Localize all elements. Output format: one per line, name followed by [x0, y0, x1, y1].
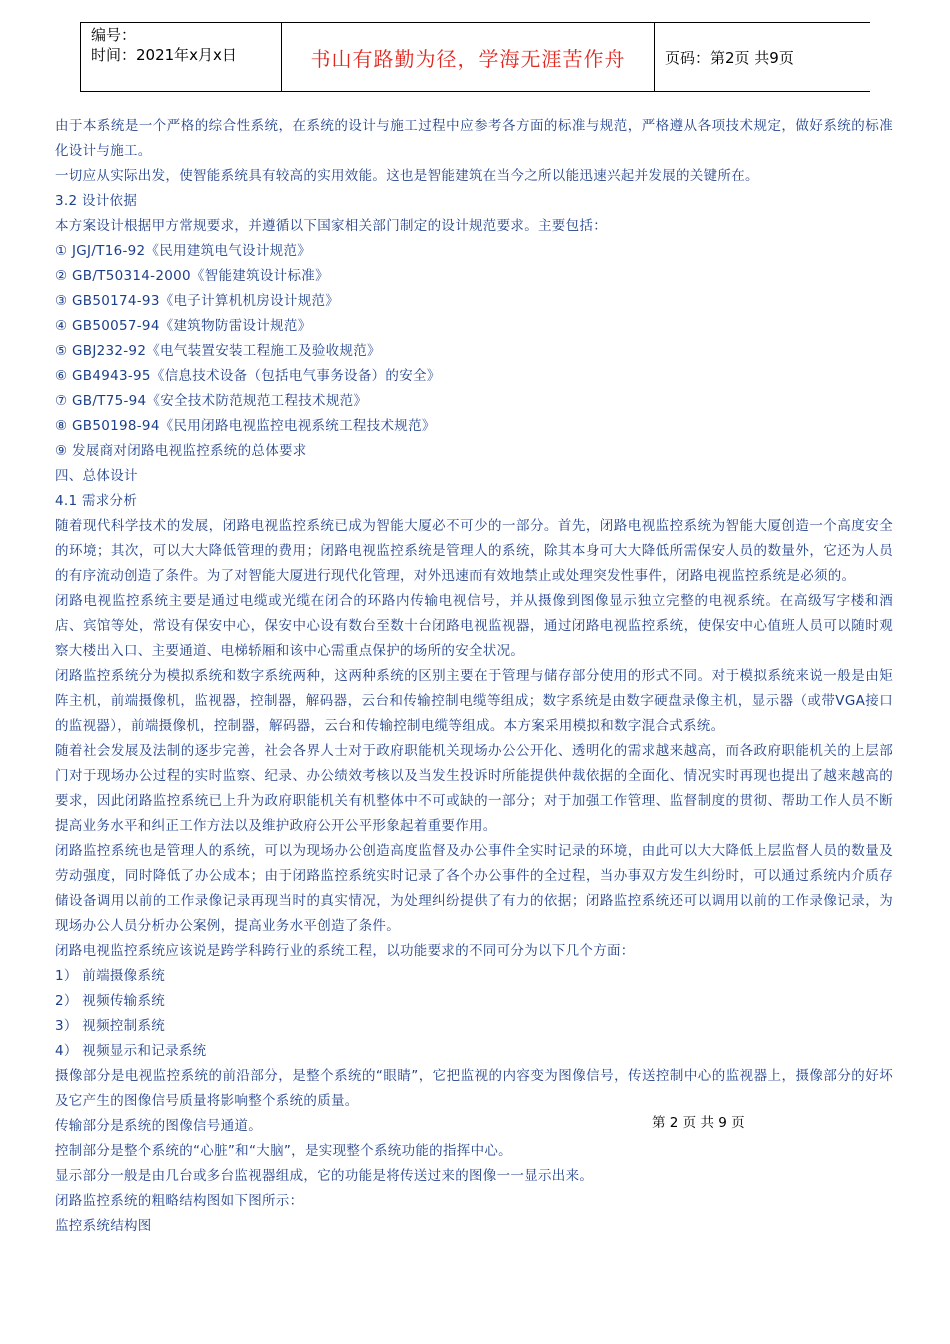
header-motto: 书山有路勤为径，学海无涯苦作舟: [282, 23, 655, 91]
section-heading: 3.2 设计依据: [55, 193, 138, 209]
paragraph: 显示部分一般是由几台或多台监视器组成，它的功能是将传送过来的图像一一显示出来。: [55, 1168, 594, 1184]
paragraph: 一切应从实际出发，使智能系统具有较高的实用效能。这也是智能建筑在当今之所以能迅速兴起并发展的关键所在。: [55, 168, 759, 184]
list-item: ① JGJ/T16-92《民用建筑电气设计规范》: [55, 243, 312, 259]
document-number-label: 编号：: [91, 26, 137, 44]
section-heading: 4.1 需求分析: [55, 493, 138, 509]
paragraph: 闭路监控系统也是管理人的系统，可以为现场办公创造高度监督及办公事件全实时记录的环境，由此可以大大降低上层监督人员的数量及劳动强度，同时降低了办公成本；由于闭路监控系统实时记录了各个办公事件的全过程，当办事双方发生纠纷时，可以通过系统内介质存储设备调用以前的工作录像记录再现当时的真实情况，为处理纠纷提供了有力的依据；闭路监控系统还可以调用以前的工作录像记录，为现场办公人员分析办公案例，提高业务水平创造了条件。: [55, 843, 893, 934]
paragraph: 随着现代科学技术的发展，闭路电视监控系统已成为智能大厦必不可少的一部分。首先，闭路电视监控系统为智能大厦创造一个高度安全的环境；其次，可以大大降低管理的费用；闭路电视监控系统是管理人的系统，除其本身可大大降低所需保安人员的数量外，它还为人员的有序流动创造了条件。为了对智能大厦进行现代化管理，对外迅速而有效地禁止或处理突发性事件，闭路电视监控系统是必须的。: [55, 518, 893, 584]
list-item: 3） 视频控制系统: [55, 1018, 166, 1034]
figure-caption: 监控系统结构图: [55, 1218, 152, 1234]
header-page-number: 页码：第2页 共9页: [665, 48, 794, 67]
paragraph: 传输部分是系统的图像信号通道。: [55, 1118, 262, 1134]
list-item: ③ GB50174-93《电子计算机机房设计规范》: [55, 293, 340, 309]
paragraph: 随着社会发展及法制的逐步完善，社会各界人士对于政府职能机关现场办公公开化、透明化的需求越来越高，而各政府职能机关的上层部门对于现场办公过程的实时监察、纪录、办公绩效考核以及当发生投诉时所能提供仲裁依据的全面化、情况实时再现也提出了越来越高的要求，因此闭路监控系统已上升为政府职能机关有机整体中不可或缺的一部分；对于加强工作管理、监督制度的贯彻、帮助工作人员不断提高业务水平和纠正工作方法以及维护政府公开公平形象起着重要作用。: [55, 743, 893, 834]
list-item: 4） 视频显示和记录系统: [55, 1043, 207, 1059]
page-header: [80, 22, 870, 92]
paragraph: 由于本系统是一个严格的综合性系统，在系统的设计与施工过程中应参考各方面的标准与规范，严格遵从各项技术规定，做好系统的标准化设计与施工。: [55, 118, 893, 159]
list-item: ⑧ GB50198-94《民用闭路电视监控电视系统工程技术规范》: [55, 418, 436, 434]
list-item: ⑨ 发展商对闭路电视监控系统的总体要求: [55, 443, 307, 459]
list-item: ⑦ GB/T75-94《安全技术防范规范工程技术规范》: [55, 393, 368, 409]
paragraph: 闭路电视监控系统应该说是跨学科跨行业的系统工程，以功能要求的不同可分为以下几个方面：: [55, 943, 635, 959]
list-item: 2） 视频传输系统: [55, 993, 166, 1009]
paragraph: 闭路监控系统分为模拟系统和数字系统两种，这两种系统的区别主要在于管理与储存部分使用的形式不同。对于模拟系统来说一般是由矩阵主机，前端摄像机，监视器，控制器，解码器，云台和传输控制电缆等组成；数字系统是由数字硬盘录像主机，显示器（或带VGA接口的监视器），前端摄像机，控制器，解码器，云台和传输控制电缆等组成。本方案采用模拟和数字混合式系统。: [55, 668, 893, 734]
list-item: ⑤ GBJ232-92《电气装置安装工程施工及验收规范》: [55, 343, 381, 359]
page-footer: 第 2 页 共 9 页: [652, 1115, 745, 1131]
list-item: ④ GB50057-94《建筑物防雷设计规范》: [55, 318, 312, 334]
paragraph: 摄像部分是电视监控系统的前沿部分，是整个系统的“眼睛”，它把监视的内容变为图像信号，传送控制中心的监视器上，摄像部分的好坏及它产生的图像信号质量将影响整个系统的质量。: [55, 1068, 893, 1109]
section-heading: 四、总体设计: [55, 468, 138, 484]
list-item: ⑥ GB4943-95《信息技术设备（包括电气事务设备）的安全》: [55, 368, 441, 384]
paragraph: 控制部分是整个系统的“心脏”和“大脑”，是实现整个系统功能的指挥中心。: [55, 1143, 512, 1159]
list-item: 1） 前端摄像系统: [55, 968, 166, 984]
header-info-cell: [80, 23, 282, 91]
paragraph: 闭路监控系统的粗略结构图如下图所示：: [55, 1193, 304, 1209]
paragraph: 闭路电视监控系统主要是通过电缆或光缆在闭合的环路内传输电视信号，并从摄像到图像显示独立完整的电视系统。在高级写字楼和酒店、宾馆等处，常设有保安中心，保安中心设有数台至数十台闭路电视监视器，通过闭路电视监控系统，使保安中心值班人员可以随时观察大楼出入口、主要通道、电梯轿厢和该中心需重点保护的场所的安全状况。: [55, 593, 893, 659]
list-item: ② GB/T50314-2000《智能建筑设计标准》: [55, 268, 329, 284]
document-date-label: 时间：2021年x月x日: [91, 46, 237, 64]
paragraph: 本方案设计根据甲方常规要求，并遵循以下国家相关部门制定的设计规范要求。主要包括：: [55, 218, 607, 234]
document-body: [55, 114, 893, 1239]
